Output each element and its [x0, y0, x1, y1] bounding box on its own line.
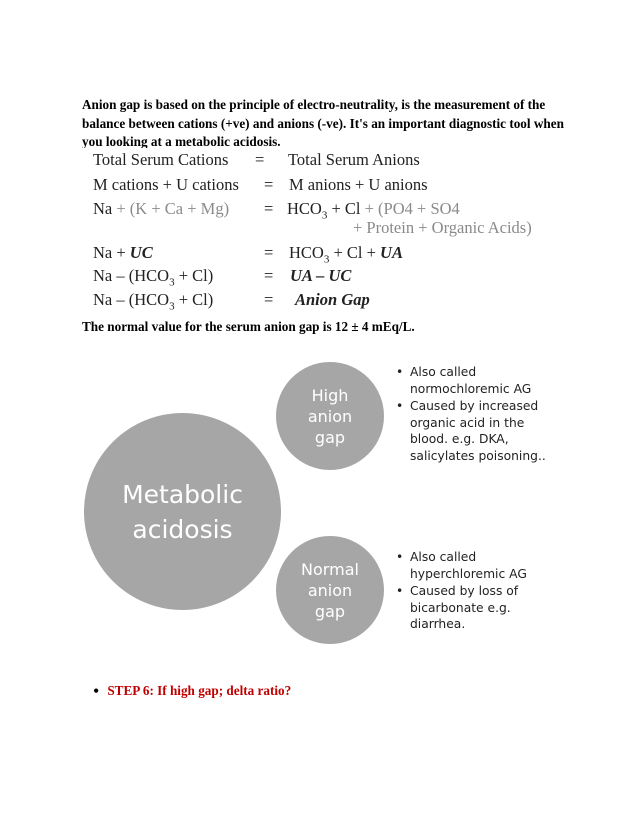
eq-row2-sign: =: [264, 175, 274, 194]
eq-row5-left: $Na - (HCO_3 + Cl)$: [93, 266, 214, 289]
eq-row1-right: Total Serum Anions: [288, 150, 420, 169]
eq-row3-left: Na + (K + Ca + Mg): [93, 199, 230, 218]
circle-high-line3: gap: [314, 427, 346, 447]
high-anion-gap-circle: [276, 362, 384, 470]
eq-row6-right: Anion Gap: [295, 290, 370, 309]
eq-row1-left: Total Serum Cations: [93, 150, 229, 169]
normal-anion-gap-circle: [276, 536, 384, 644]
eq-row3-continuation: + Protein + Organic Acids): [353, 218, 532, 237]
step-6-item: [93, 681, 291, 702]
normal-value-text: The normal value for the serum anion gap is 12 ± 4 mEq/L.: [82, 319, 415, 334]
eq-row5-sign: =: [264, 266, 274, 285]
normal-gap-bullets: [396, 549, 546, 634]
eq-row4-right: $HCO_3 + Cl$ + UA: [289, 243, 403, 266]
eq-row5-right: UA – UC: [290, 266, 352, 285]
eq-row3-right: $HCO_3 + Cl + (PO4 + SO4$: [287, 199, 460, 222]
eq-row6-left: $Na - (HCO_3 + Cl)$: [93, 290, 214, 313]
eq-row6-sign: =: [264, 290, 274, 309]
metabolic-acidosis-circle: [84, 413, 281, 610]
normal-gap-bullet-2: • Caused by loss of bicarbonate e.g. diarrhea.: [396, 583, 546, 633]
normal-gap-bullet-1: • Also called hyperchloremic AG: [396, 549, 546, 582]
eq-row2-left: M cations + U cations: [93, 175, 239, 194]
circle-high-line2: anion: [307, 406, 353, 426]
eq-row3-sign: =: [264, 199, 274, 218]
circle-normal-line3: gap: [314, 601, 346, 621]
circle-normal-line2: anion: [307, 580, 353, 600]
high-gap-bullets: [396, 364, 556, 465]
step-bullet: •: [93, 681, 100, 701]
eq-row1-sign: =: [255, 150, 265, 169]
high-gap-bullet-2: • Caused by increased organic acid in the blood. e.g. DKA, salicylates poisoning..: [396, 398, 556, 464]
intro-paragraph: Anion gap is based on the principle of electro-neutrality, is the measurement of the balance between cations (+ve) and anions (-ve). It's an important diagnostic tool when you looking at a metabolic acidosis.: [82, 97, 564, 148]
circle-main-line1: Metabolic: [122, 479, 243, 509]
eq-row4-sign: =: [264, 243, 274, 262]
eq-row2-right: M anions + U anions: [289, 175, 428, 194]
circle-high-line1: High: [311, 385, 349, 405]
eq-row4-left: Na + UC: [93, 243, 153, 262]
circle-normal-line1: Normal: [301, 559, 359, 579]
high-gap-bullet-1: • Also called normochloremic AG: [396, 364, 556, 397]
circle-main-line2: acidosis: [132, 514, 233, 544]
step-6-text: STEP 6: If high gap; delta ratio?: [107, 683, 292, 698]
